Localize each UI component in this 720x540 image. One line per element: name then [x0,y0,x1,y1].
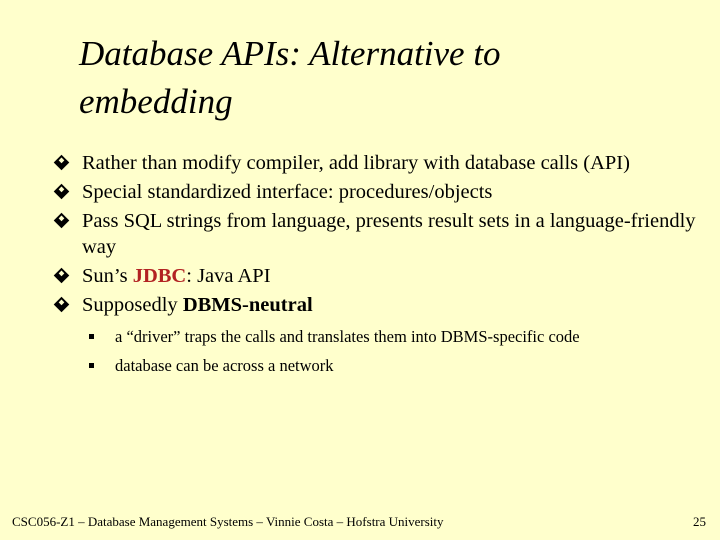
sub-bullet-text: a “driver” traps the calls and translates them into DBMS-specific code [115,327,580,346]
bullet-item [56,292,696,318]
diamond-bullet-icon [54,155,70,171]
bullet-text: Special standardized interface: procedures/objects [82,181,493,203]
sub-bullet-item [89,355,696,376]
bullet-text: Rather than modify compiler, add library with database calls (API) [82,152,630,174]
dbms-neutral-bold: DBMS-neutral [182,294,313,316]
slide-title [79,30,679,126]
slide-title-line-2: embedding [79,82,233,121]
diamond-bullet-icon [54,213,70,229]
page-number: 25 [693,514,706,529]
bullet-item [56,208,696,260]
bullet-list [56,150,696,384]
sub-bullet-text: database can be across a network [115,356,334,375]
bullet-text [82,292,696,318]
sub-bullet-item [89,326,696,347]
bullet-text: Pass SQL strings from language, presents result sets in a language-friendly way [82,210,696,258]
sub-bullet-list [56,326,696,376]
bullet-item [56,263,696,289]
diamond-bullet-icon [54,297,70,313]
slide-footer: CSC056-Z1 – Database Management Systems – Vinnie Costa – Hofstra University [12,514,444,529]
bullet-text-prefix: Sun’s [82,265,133,287]
bullet-text-suffix: : Java API [186,265,271,287]
diamond-bullet-icon [54,268,70,284]
slide-title-line-1: Database APIs: Alternative to [79,34,501,73]
bullet-text [82,263,696,289]
bullet-item [56,150,696,176]
bullet-item [56,179,696,205]
bullet-text-prefix: Supposedly [82,294,183,316]
square-bullet-icon [89,363,94,368]
diamond-bullet-icon [54,184,70,200]
jdbc-highlight: JDBC [132,265,187,287]
square-bullet-icon [89,334,94,339]
